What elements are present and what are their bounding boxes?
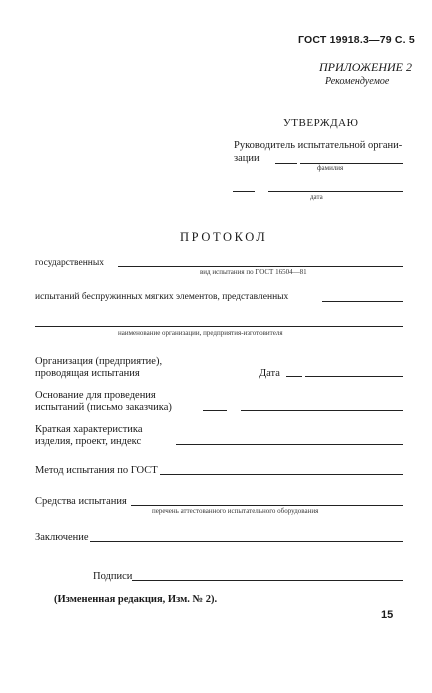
- edition-note: (Измененная редакция, Изм. № 2).: [54, 594, 218, 605]
- state-label: государственных: [35, 258, 105, 268]
- org-line-2: проводящая испытания: [35, 368, 140, 379]
- signatures-label: Подписи: [93, 571, 133, 582]
- date-line: [305, 376, 403, 377]
- char-line-1: Краткая характеристика: [35, 424, 143, 435]
- caption-surname: фамилия: [317, 164, 344, 172]
- signatures-line: [132, 580, 403, 581]
- method-line: [160, 474, 403, 475]
- basis-line-short: [203, 410, 227, 411]
- test-type-line: [118, 266, 403, 267]
- page-number: 15: [381, 609, 394, 621]
- appendix-title: ПРИЛОЖЕНИЕ 2: [319, 60, 412, 74]
- caption-date: дата: [310, 193, 323, 201]
- approval-signature-line-2: [233, 191, 255, 192]
- approval-line-1: Руководитель испытательной органи-: [234, 140, 403, 151]
- approval-surname-line: [300, 163, 403, 164]
- date-line-short: [286, 376, 302, 377]
- means-line: [131, 505, 403, 506]
- org-name-line: [35, 326, 403, 327]
- caption-test-type: вид испытания по ГОСТ 16504—81: [200, 268, 307, 276]
- standard-header: ГОСТ 19918.3—79 С. 5: [298, 34, 415, 46]
- caption-org: наименование организации, предприятия-изготовителя: [118, 329, 283, 337]
- basis-line-2: испытаний (письмо заказчика): [35, 402, 172, 413]
- approval-line-2: зации: [234, 153, 260, 164]
- conclusion-label: Заключение: [35, 532, 89, 543]
- char-line-2: изделия, проект, индекс: [35, 436, 142, 447]
- tests-line: [322, 301, 403, 302]
- date-label: Дата: [259, 368, 280, 379]
- caption-means: перечень аттестованного испытательного оборудования: [152, 507, 319, 515]
- approval-title: УТВЕРЖДАЮ: [283, 117, 359, 129]
- means-label: Средства испытания: [35, 496, 127, 507]
- tests-label: испытаний беспружинных мягких элементов, представленных: [35, 292, 289, 302]
- basis-line: [241, 410, 403, 411]
- conclusion-line: [90, 541, 403, 542]
- approval-date-line: [268, 191, 403, 192]
- appendix-subtitle: Рекомендуемое: [325, 76, 390, 87]
- protocol-title: ПРОТОКОЛ: [180, 230, 268, 244]
- approval-signature-line: [275, 163, 297, 164]
- char-line: [176, 444, 403, 445]
- org-line-1: Организация (предприятие),: [35, 356, 163, 367]
- basis-line-1: Основание для проведения: [35, 390, 156, 401]
- method-label: Метод испытания по ГОСТ: [35, 465, 158, 476]
